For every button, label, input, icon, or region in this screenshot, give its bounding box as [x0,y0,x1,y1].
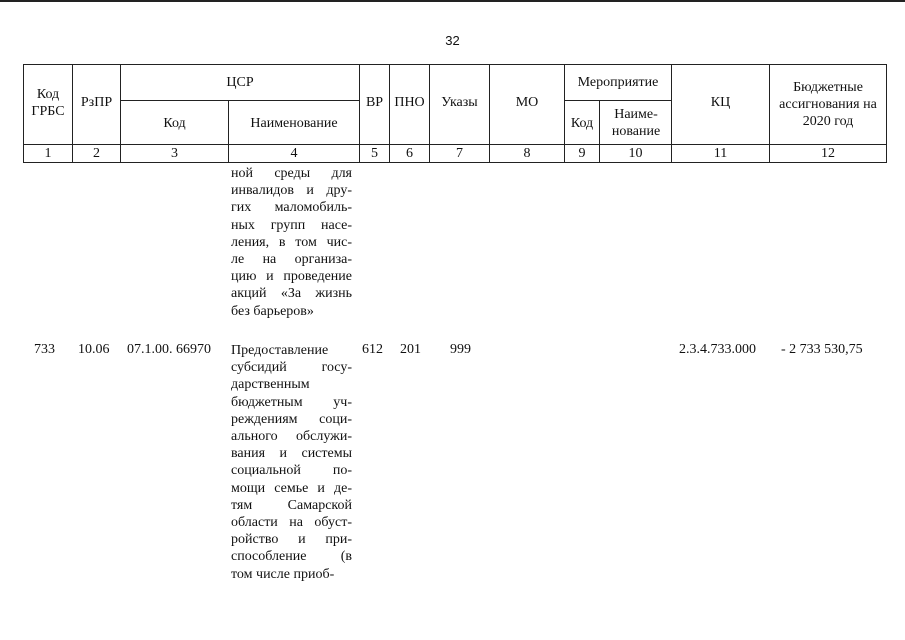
row-vr: 612 [362,342,383,357]
page-number: 32 [445,33,460,48]
description-line: том числе приоб- [231,566,335,582]
col-number: 8 [523,146,531,161]
description-line: без барьеров» [231,303,314,319]
description-line: мощи семье и де- [231,480,352,496]
col-number: 5 [371,146,378,161]
description-line: социальной по- [231,463,352,479]
description-line: вания и системы [231,446,352,462]
header-kod-grbs: Код ГРБС [31,87,65,119]
col-number: 3 [171,146,178,161]
header-vr: ВР [365,95,384,110]
description-line: инвалидов и дру- [231,183,352,199]
description-line: субсидий госу- [231,360,352,376]
col-number: 6 [406,146,413,161]
description-line: акций «За жизнь [231,286,352,302]
description-line: ройство и при- [231,532,352,548]
description-line: цию и проведение [231,269,352,285]
description-line: реждениям соци- [231,411,352,427]
description-line: бюджетным уч- [231,394,352,410]
row-grbs: 733 [34,342,55,357]
description-line: области на обуст- [231,515,352,531]
col-number: 9 [578,146,586,161]
header-rzpr: РзПР [80,95,113,110]
description-line: тям Самарской [231,497,352,513]
row-rzpr: 10.06 [78,342,110,357]
header-mer-name: Наиме-нование [611,107,661,139]
continuation-description [231,165,352,320]
row-amount: - 2 733 530,75 [781,342,863,357]
description-line: ления, в том чис- [231,234,352,250]
description-line: гих маломобиль- [231,200,352,216]
header-kc: КЦ [710,95,731,110]
description-line: способление (в [231,549,352,565]
header-ukazy: Указы [441,95,478,110]
header-csr-kod: Код [163,116,186,131]
description-line: ной среды для [231,166,352,181]
col-number: 2 [93,146,100,161]
row-pno: 201 [400,342,421,357]
col-number: 4 [290,146,298,161]
col-number: 7 [456,146,463,161]
header-meropriyatie: Мероприятие [577,75,659,90]
description-line: ального обслужи- [231,429,352,445]
header-budget: Бюджетные ассигнования на 2020 год [779,80,877,129]
col-number: 1 [44,146,52,161]
header-csr-name: Наименование [250,116,338,131]
col-number: 10 [628,146,643,161]
description-line: ных групп насе- [231,217,352,233]
header-mer-kod: Код [570,116,594,131]
header-csr: ЦСР [226,75,254,90]
col-number: 12 [821,146,835,161]
row-kc: 2.3.4.733.000 [679,342,756,357]
header-pno: ПНО [394,95,425,110]
header-mo: МО [515,95,539,110]
description-line: дарственным [231,377,310,393]
row-csr-code: 07.1.00. 66970 [127,342,211,357]
col-number: 11 [713,146,728,161]
row-ukazy: 999 [450,342,471,357]
description-line: Предоставление [231,343,329,358]
description-line: ле на организа- [231,252,352,268]
row-description [231,342,352,583]
